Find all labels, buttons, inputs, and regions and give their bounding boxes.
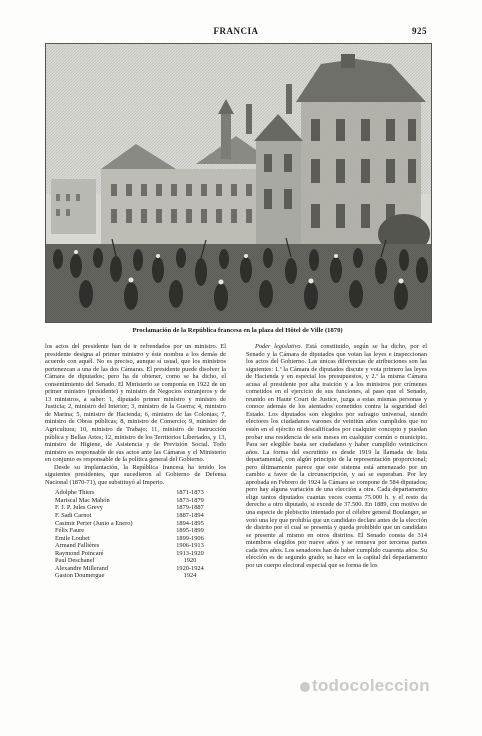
paragraph-ministers: los actos del presidente han de ir refrendados por un ministro. El presidente designa al primer ministro y éste nombra a los demás de acuerdo con aquél. No es preciso, aunque sí usual, que los ministros pertenezcan a una de las dos Cámaras. El presidente puede disolver la Cámara de diputados; pero ha de obtener, como se ha dicho, el consentimiento del Senado. El Ministerio se componía en 1922 de un primer ministro (presidente) y ministro de Negocios extranjeros y de 13 ministros, a saber: 1, diputado primer ministro y ministro de Justicia; 2, ministro del Interior; 3, ministro de la Guerra; 4, ministro de Marina; 5, ministro de Hacienda; 6, ministro de las Colonias; 7, ministro de Obras públicas; 8, ministro de Comercio; 9, ministro de Agricultura; 10, ministro de Trabajo; 11, ministro de Instrucción pública y Bellas Artes; 12, ministro de los Territorios Libertados, y 13, ministro de Higiene, de Asistencia y de Previsión Social. Todo ministro es responsable de sus actos ante las Cámaras y el Ministerio en conjunto es responsable de la política general del Gobierno. <box>45 343 226 464</box>
president-name: Emile Loubet <box>55 534 90 542</box>
president-name: Alexandre Millerand <box>55 564 109 572</box>
paragraph-legislative-power <box>246 343 427 569</box>
page-number: 925 <box>412 26 427 36</box>
president-name: Casimir Perier (Junio a Enero) <box>55 519 133 527</box>
president-years: 1873-1879 <box>176 496 204 504</box>
hotel-de-ville-engraving <box>46 44 431 322</box>
president-row <box>45 489 226 497</box>
president-row <box>45 497 226 505</box>
running-title: FRANCIA <box>213 26 259 36</box>
president-row <box>45 504 226 512</box>
president-name: Adolphe Thiers <box>55 489 95 497</box>
presidents-list <box>45 489 226 580</box>
watermark-dot-icon <box>300 682 310 692</box>
section-lead: Poder legislativo. <box>255 343 303 350</box>
president-years: 1899-1906 <box>176 534 204 542</box>
right-column <box>246 343 427 569</box>
president-years: 1871-1873 <box>176 489 204 497</box>
president-row <box>45 512 226 520</box>
president-years: 1879-1887 <box>176 504 204 512</box>
president-row <box>45 527 226 535</box>
legislative-text: Está constituido, según se ha dicho, por el Senado y la Cámara de diputados que votan las leyes e inspeccionan los actos del Gobierno. Las únicas diferencias de atribuciones son las siguientes: 1.ª la Cámara de diputados discute y vota primero las leyes de Hacienda y en especial los presupuestos, y 2.ª la misma Cámara acusa al presidente por alta traición y a los ministros por crímenes cometidos en el ejercicio de sus funciones, al paso que el Senado, reunido en Haute Court de Justice, juzga a estas mismas personas y conoce además de los atentados cometidos contra la seguridad del Estado. Los diputados son elegidos por sufragio universal, siendo electores los ciudadanos varones de veintiún años cumplidos que no estén en el ejército ni descalificados por cualquier concepto y puedan probar una residencia de seis meses en cualquier común o municipio. Para ser elegible basta ser ciudadano y haber cumplido veinticinco años. La forma del escrutinio es desde 1919 la llamada de lista departamental, con algún principio de la representación proporcional; pero últimamente parece que este sistema está amenazado por un cambio a favor de la circunscripción, y así se esperaban. Por ley aprobada en Febrero de 1924 la Cámara se compone de 584 diputados; pero hay alguna variación de una elección a otra. Cada departamento elige tantos diputados cuantas veces cuenta 75.000 h. y el resto da derecho a otro diputado, si excede de 37.500. En 1889, con motivo de una especie de plebiscito intentado por el célebre general Boulanger, se votó una ley que prohibía que un candidato declare antes de la elección de distrito por el cual se presenta y queda prohibido que un candidato se presente al mismo en otros distritos. El Senado consta de 314 miembros elegidos por nueve años y se renueva por terceras partes cada tres años. Los senadores han de haber cumplido cuarenta años. Su elección es de segundo grado; se hace en la capital del departamento por un cuerpo electoral especial que se forma de los <box>246 343 427 569</box>
illustration-caption: Proclamación de la República francesa en la plaza del Hôtel de Ville (1870) <box>132 327 343 334</box>
president-name: Paul Deschanel <box>55 557 95 565</box>
president-years: 1895-1899 <box>176 527 204 535</box>
president-row <box>45 535 226 543</box>
paragraph-presidents-intro: Desde su implantación, la República francesa ha tenido los siguientes presidentes, que sucedieron al Gobierno de Defensa Nacional (1870-71), que substituyó al Imperio. <box>45 463 226 486</box>
president-row <box>45 520 226 528</box>
president-row <box>45 550 226 558</box>
president-name: F. J. P. Jules Grevy <box>55 504 103 512</box>
president-row <box>45 557 226 565</box>
president-name: Félix Faure <box>55 527 85 535</box>
president-name: Gaston Doumergue <box>55 572 105 580</box>
president-name: Armand Fallières <box>55 542 100 550</box>
president-years: 1920 <box>183 557 197 565</box>
president-name: Mariscal Mac Mahón <box>55 496 110 504</box>
president-row <box>45 572 226 580</box>
president-years: 1887-1894 <box>176 512 204 520</box>
president-row <box>45 565 226 573</box>
page-header <box>45 26 427 40</box>
engraving-illustration <box>45 43 432 323</box>
president-years: 1906-1913 <box>176 542 204 550</box>
watermark-text: todocoleccion <box>312 676 430 695</box>
president-years: 1920-1924 <box>176 564 204 572</box>
president-row <box>45 542 226 550</box>
left-column <box>45 343 226 580</box>
president-years: 1894-1895 <box>176 519 204 527</box>
president-years: 1924 <box>183 572 197 580</box>
president-name: F. Sadi Carnot <box>55 512 92 520</box>
watermark <box>300 676 470 700</box>
president-name: Raymond Poincaré <box>55 549 104 557</box>
president-years: 1913-1920 <box>176 549 204 557</box>
